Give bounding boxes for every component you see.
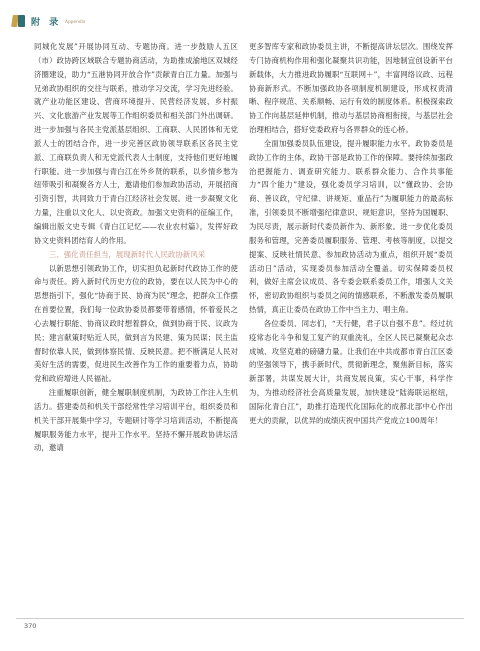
page-header: [12, 14, 86, 28]
footer-divider: [16, 618, 464, 619]
page-number: 370: [24, 622, 37, 630]
appendix-logo-icon: [12, 14, 26, 28]
header-subtitle: Appendix: [65, 18, 86, 24]
header-title: 附 录: [31, 17, 62, 28]
left-column: [34, 40, 238, 455]
left-paragraph-2: 以新思想引领政协工作，切实担负起新时代政协工作的使命与责任。跨入新时代历史方位的政协，要在以人民为中心的思想指引下，强化“协商于民、协商为民”理念，把群众工作摆在首要位置，我们每一位政协委员都要带着感情，怀着爱民之心去履行职能、协商议政时想着群众，做到协商于民、议政为民；建言献策时贴近人民，做到言为民建、策为民谋；民主监督时依靠人民，做到体察民情、反映民意。把不断满足人民对美好生活的需要，促进民生改善作为工作的重要着力点，协助党和政府增进人民福祉。: [34, 263, 238, 384]
right-paragraph-2: 全面加强委员队伍建设，提升履职能力水平。政协委员是政协工作的主体，政协干部是政协工作的保障。要持续加强政治把握能力、调查研究能力、联系群众能力、合作共事能力“四个能力”建设，强化委员学习培训，以“懂政协、会协商、善议政，守纪律、讲规矩、重品行”为履职能力的最高标准，引领委员不断增强纪律意识、规矩意识，坚持为国履职、为民尽责，展示新时代委员新作为、新形象。进一步优化委员服务和管理，完善委员履职服务、管理、考核等制度，以提交提案、反映社情民意、参加政协活动为重点，组织开展“委员活动日”活动，实现委员参加活动全覆盖。切实保障委员权利，做好主席会议成员、各专委会联系委员工作，增强人文关怀，密切政协组织与委员之间的情感联系，不断激发委员履职热情，真正让委员在政协工作中当主力、唱主角。: [249, 138, 453, 315]
right-paragraph-3: 各位委员、同志们，“天行健，君子以自强不息”。经过抗疫常态化斗争和复工复产的双重洗礼，全区人民已凝聚起众志成城、攻坚克难的磅礴力量。让我们在中共成都市青白江区委的坚强领导下，携手新时代，贯彻新理念，聚焦新目标，落实新部署，共谋发展大计，共商发展良策，实心干事，科学作为，为推动经济社会高质量发展，加快建设“陆海联运枢纽，国际化青白江”，助推打造现代化国际化的成都北部中心作出更大的贡献，以优异的成绩庆祝中国共产党成立100周年！: [249, 318, 453, 425]
left-paragraph-3: 注重履职创新，健全履职制度机制，为政协工作注入生机活力。搭建委员和机关干部经常性学习培训平台，组织委员和机关干部开展集中学习，专题研讨等学习培训活动，不断提高履职服务能力水平，提升工作水平。坚持不懈开展政协讲坛活动，邀请: [34, 388, 238, 453]
right-paragraph-1: 更多智库专家和政协委员主讲，不断提高讲坛层次。围绕发挥专门协商机构作用和强化凝聚共识功能，因地制宜创设新平台新载体，大力推进政协履职“互联网＋”，丰富网络议政、远程协商新形式。不断加强政协各项制度机制建设，形成权责清晰、程序规范、关系顺畅、运行有效的制度体系。积极探索政协工作向基层延伸机制，推动与基层协商相衔接，与基层社会治理相结合，搭好党委政府与各界群众的连心桥。: [249, 42, 453, 135]
right-column: [249, 40, 453, 428]
section-heading: 三、强化责任担当，展现新时代人民政协新风采: [48, 249, 206, 259]
left-paragraph-1: 同城化发展”开展协同互动、专题协商。进一步鼓励人五区（市）政协跨区域联合专题协商活动，为助推成渝地区双城经济圈建设，助力“五港协同开放合作”贡献青白江力量。加强与兄弟政协组织的交往与联系，推动学习交流，学习先进经验。就产业功能区建设、营商环境提升、民营经济发展、乡村振兴、文化旅游产业发展等工作组织委员和相关部门外出调研。进一步加强与各民主党派基层组织、工商联、人民团体和无党派人士的团结合作，进一步完善区政协领导联系区各民主党派、工商联负责人和无党派代表人士制度，支持他们更好地履行职能。进一步加强与青白江在外乡贤的联系，以乡情乡愁为纽带吸引和凝聚各方人士，邀请他们参加政协活动，开展招商引资引智，共同致力于青白江经济社会发展。进一步凝聚文化力量，注重以文化人、以史资政。加强文史资料的征编工作，编辑出版文史专辑《青白江记忆——农业农村篇》，发挥好政协文史资料团结育人的作用。: [34, 42, 238, 245]
